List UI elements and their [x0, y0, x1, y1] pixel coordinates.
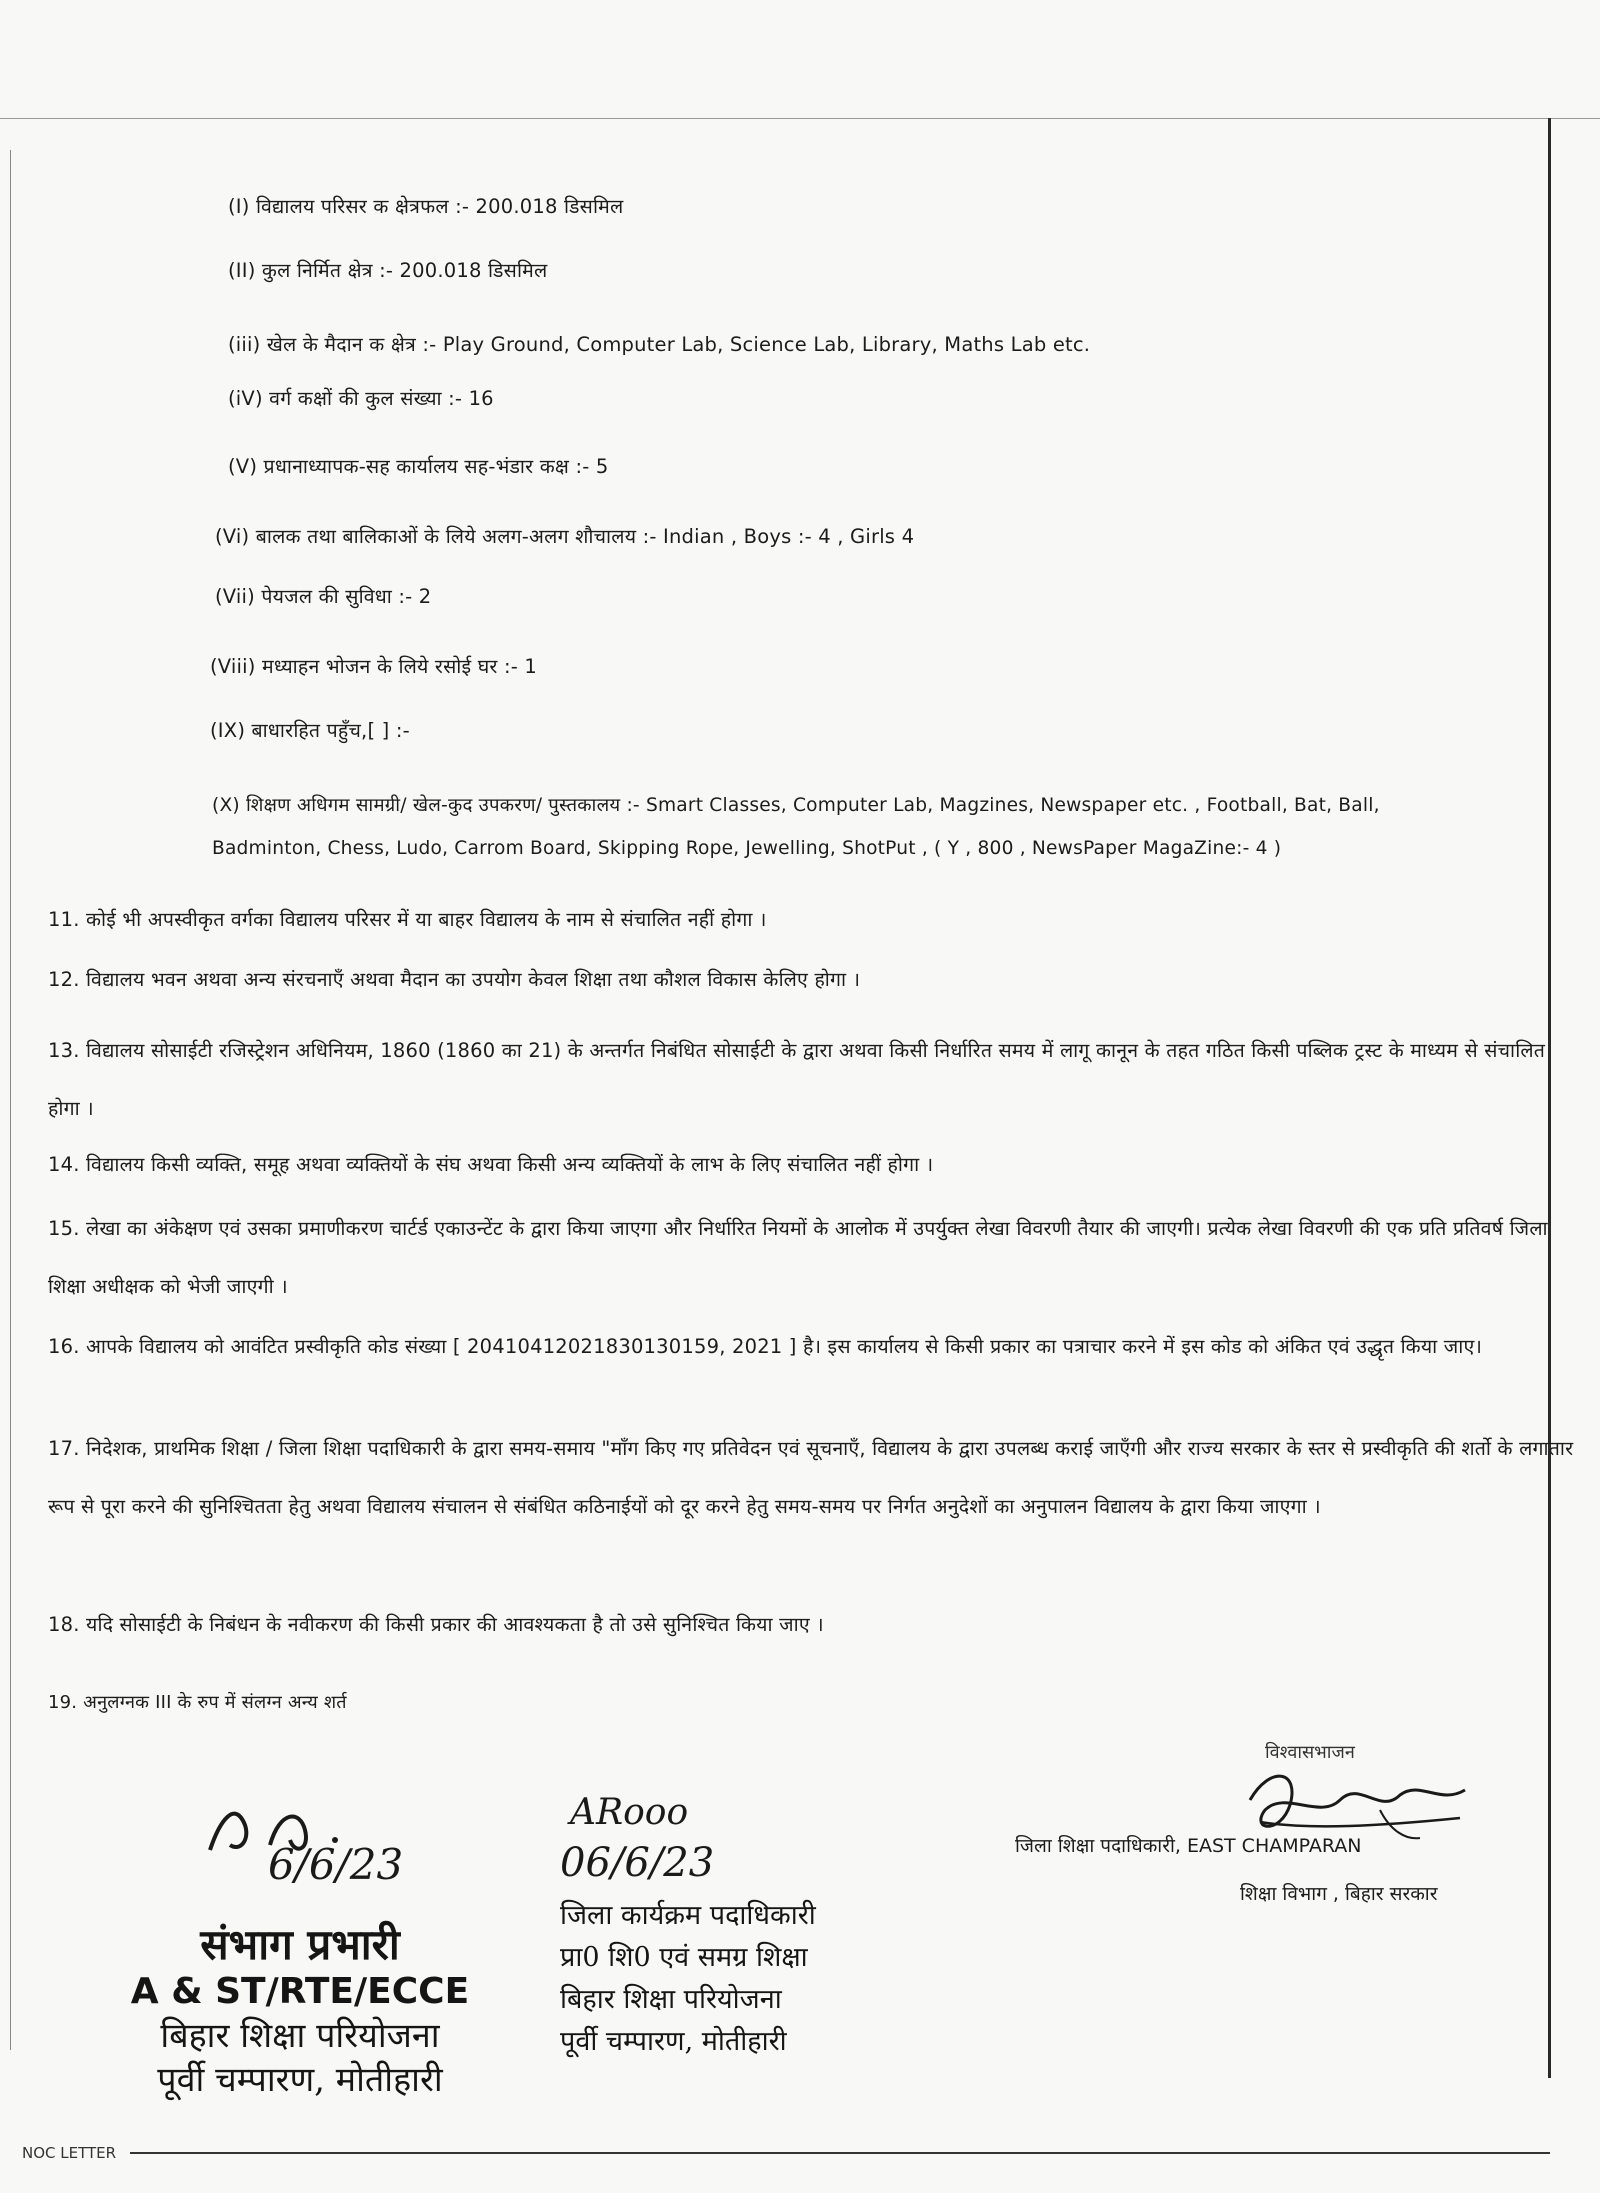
clause-12: 12. विद्यालय भवन अथवा अन्य संरचनाएँ अथवा मैदान का उपयोग केवल शिक्षा तथा कौशल विकास केलिए होगा । [48, 968, 861, 991]
clause-18: 18. यदि सोसाईटी के निबंधन के नवीकरण की किसी प्रकार की आवश्यकता है तो उसे सुनिश्चित किया जाए । [48, 1613, 824, 1636]
issuing-department: शिक्षा विभाग , बिहार सरकार [1240, 1883, 1438, 1905]
stamp-middle-line-4: पूर्वी चम्पारण, मोतीहारी [560, 2026, 787, 2057]
middle-official-stamp [560, 1895, 900, 2063]
facility-item-5: (V) प्रधानाध्यापक-सह कार्यालय सह-भंडार कक्ष :- 5 [228, 455, 609, 478]
facility-item-10-continued: Badminton, Chess, Ludo, Carrom Board, Skipping Rope, Jewelling, ShotPut , ( Y , 800 , NewsPaper MagaZine:- 4 ) [212, 838, 1282, 859]
scan-edge-left [10, 150, 11, 2050]
clause-17: 17. निदेशक, प्राथमिक शिक्षा / जिला शिक्षा पदाधिकारी के द्वारा समय-समाय "माँग किए गए प्रतिवेदन एवं सूचनाएँ, विद्यालय के द्वारा उपलब्ध कराई जाएँगी और राज्य सरकार के स्तर से प्रस्वीकृति की शर्तो के लगातार रूप से पूरा करने की सुनिश्चितता हेतु अथवा विद्यालय संचालन से संबंधित कठिनाईयों को दूर करने हेतु समय-समय पर निर्गत अनुदेशों का अनुपालन विद्यालय के द्वारा किया जाएगा । [48, 1437, 1574, 1518]
issuing-officer-title: जिला शिक्षा पदाधिकारी, EAST CHAMPARAN [1015, 1835, 1362, 1857]
facility-item-8: (Viii) मध्याहन भोजन के लिये रसोई घर :- 1 [210, 655, 538, 678]
stamp-left-line-1: संभाग प्रभारी [200, 1920, 400, 1969]
left-signature-date: 6/6/23 [268, 1840, 404, 1889]
clause-19: 19. अनुलग्नक III के रुप में संलग्न अन्य शर्त [48, 1692, 347, 1713]
clause-15: 15. लेखा का अंकेक्षण एवं उसका प्रमाणीकरण चार्टर्ड एकाउन्टेंट के द्वारा किया जाएगा और निर्धारित नियमों के आलोक में उपर्युक्त लेखा विवरणी तैयार की जाएगी। प्रत्येक लेखा विवरणी की एक प्रति प्रतिवर्ष जिला शिक्षा अधीक्षक को भेजी जाएगी । [48, 1217, 1548, 1298]
footer-rule [130, 2152, 1550, 2154]
stamp-left-line-4: पूर्वी चम्पारण, मोतीहारी [157, 2060, 443, 2100]
footer-label: NOC LETTER [22, 2144, 117, 2162]
facility-item-9: (IX) बाधारहित पहुँच,[ ] :- [210, 719, 410, 742]
stamp-middle-line-1: जिला कार्यक्रम पदाधिकारी [560, 1900, 816, 1931]
facility-item-6: (Vi) बालक तथा बालिकाओं के लिये अलग-अलग शौचालय :- Indian , Boys :- 4 , Girls 4 [215, 525, 915, 548]
clause-16: 16. आपके विद्यालय को आवंटित प्रस्वीकृति कोड संख्या [ 20410412021830130159, 2021 ] है। इस कार्यालय से किसी प्रकार का पत्राचार करने में इस कोड को अंकित एवं उद्धृत किया जाए। [48, 1335, 1483, 1358]
facility-item-10: (X) शिक्षण अधिगम सामग्री/ खेल-कुद उपकरण/ पुस्तकालय :- Smart Classes, Computer Lab, Magzines, Newspaper etc. , Football, Bat, Ball, [212, 795, 1380, 816]
stamp-left-line-2: A & ST/RTE/ECCE [130, 1971, 470, 2012]
facility-item-4: (iV) वर्ग कक्षों की कुल संख्या :- 16 [228, 387, 494, 410]
stamp-left-line-3: बिहार शिक्षा परियोजना [160, 2016, 440, 2056]
middle-signature-date: 06/6/23 [560, 1840, 715, 1886]
left-official-stamp [80, 1920, 520, 2102]
clause-13: 13. विद्यालय सोसाईटी रजिस्ट्रेशन अधिनियम, 1860 (1860 का 21) के अन्तर्गत निबंधित सोसाईटी के द्वारा अथवा किसी निर्धारित समय में लागू कानून के तहत गठित किसी पब्लिक ट्रस्ट के माध्यम से संचालित होगा । [48, 1039, 1546, 1120]
facility-item-1: (I) विद्यालय परिसर क क्षेत्रफल :- 200.018 डिसमिल [228, 195, 624, 218]
facility-item-7: (Vii) पेयजल की सुविधा :- 2 [215, 585, 432, 608]
scan-edge-top [0, 118, 1600, 119]
stamp-middle-line-3: बिहार शिक्षा परियोजना [560, 1984, 782, 2015]
stamp-middle-line-2: प्रा0 शि0 एवं समग्र शिक्षा [560, 1942, 808, 1973]
facility-item-2: (II) कुल निर्मित क्षेत्र :- 200.018 डिसमिल [228, 259, 548, 282]
middle-signature-initials: ARooo [570, 1792, 689, 1833]
clause-11: 11. कोई भी अपस्वीकृत वर्गका विद्यालय परिसर में या बाहर विद्यालय के नाम से संचालित नहीं होगा । [48, 908, 767, 931]
clause-14: 14. विद्यालय किसी व्यक्ति, समूह अथवा व्यक्तियों के संघ अथवा किसी अन्य व्यक्तियों के लाभ के लिए संचालित नहीं होगा । [48, 1153, 934, 1176]
greeting-text: विश्वासभाजन [1265, 1742, 1355, 1763]
facility-item-3: (iii) खेल के मैदान क क्षेत्र :- Play Ground, Computer Lab, Science Lab, Library, Maths Lab etc. [228, 333, 1091, 356]
